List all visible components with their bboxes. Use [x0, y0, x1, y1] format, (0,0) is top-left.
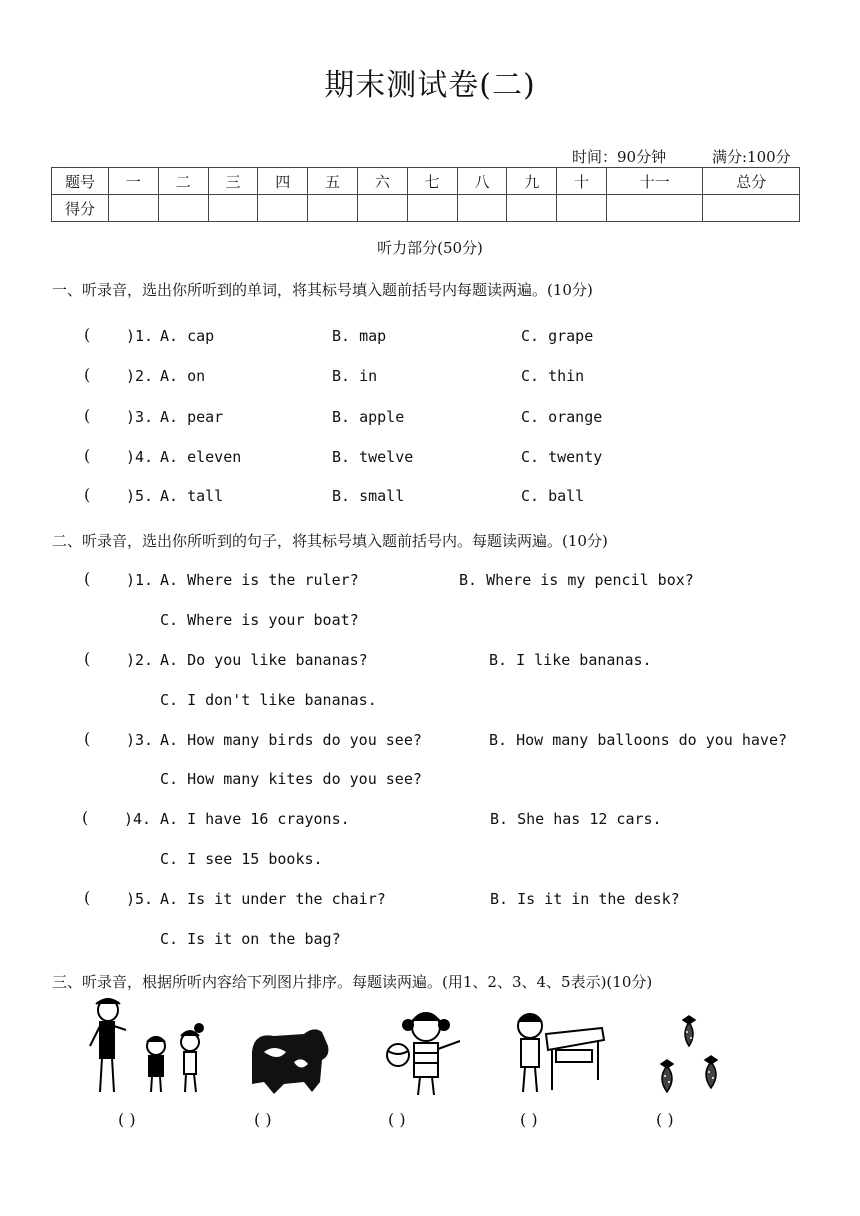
score-input-cell[interactable]: [407, 195, 457, 222]
score-table-score-row: [52, 195, 800, 222]
score-input-cell[interactable]: [703, 195, 800, 222]
score-table-cell: 七: [407, 168, 457, 195]
option-c: C. I don't like bananas.: [160, 691, 377, 709]
answer-paren[interactable]: (: [84, 446, 91, 465]
picture-order-blank[interactable]: ( ): [254, 1110, 272, 1129]
option-a: A. pear: [160, 408, 224, 426]
picture-order-blank[interactable]: ( ): [388, 1110, 406, 1129]
option-b: B. small: [332, 487, 405, 505]
score-table-cell: 五: [308, 168, 358, 195]
score-input-cell[interactable]: [258, 195, 308, 222]
score-table-cell: 九: [507, 168, 557, 195]
score-table-cell: 四: [258, 168, 308, 195]
option-c: C. grape: [521, 327, 594, 345]
question-number: )3.: [126, 408, 154, 426]
option-a: A. on: [160, 367, 206, 385]
score-table-cell: 十: [557, 168, 607, 195]
question-number: )5.: [126, 487, 154, 505]
score-input-cell[interactable]: [457, 195, 507, 222]
girl-with-ball-picture: [384, 1007, 466, 1099]
option-b: B. twelve: [332, 448, 414, 466]
question-number: )2.: [126, 651, 154, 669]
answer-paren[interactable]: (: [84, 729, 91, 748]
option-c: C. thin: [521, 367, 585, 385]
answer-paren[interactable]: (: [84, 485, 91, 504]
option-b: B. apple: [332, 408, 405, 426]
score-table-cell: 得分: [52, 195, 109, 222]
option-c: C. How many kites do you see?: [160, 770, 422, 788]
score-input-cell[interactable]: [109, 195, 159, 222]
picture-order-blank[interactable]: ( ): [656, 1110, 674, 1129]
score-table-cell: 题号: [52, 168, 109, 195]
listening-header: 听力部分(50分): [377, 239, 483, 257]
question-number: )1.: [126, 327, 154, 345]
score-table-cell: 三: [208, 168, 258, 195]
option-b: B. map: [332, 327, 387, 345]
picture-order-blank[interactable]: ( ): [520, 1110, 538, 1129]
answer-paren[interactable]: (: [84, 325, 91, 344]
option-b: B. Where is my pencil box?: [459, 571, 694, 589]
option-c: C. Is it on the bag?: [160, 930, 341, 948]
score-table-cell: 总分: [703, 168, 800, 195]
picture-order-blank[interactable]: ( ): [118, 1110, 136, 1129]
question-number: )3.: [126, 731, 154, 749]
answer-paren[interactable]: (: [84, 888, 91, 907]
score-table-cell: 十一: [606, 168, 702, 195]
strawberries-picture: [655, 1012, 727, 1094]
score-table-cell: 八: [457, 168, 507, 195]
option-b: B. She has 12 cars.: [490, 810, 662, 828]
exam-time: 时间：90分钟: [572, 148, 667, 166]
score-input-cell[interactable]: [507, 195, 557, 222]
score-table-cell: 二: [158, 168, 208, 195]
option-c: C. twenty: [521, 448, 603, 466]
score-input-cell[interactable]: [557, 195, 607, 222]
answer-paren[interactable]: (: [84, 569, 91, 588]
score-table-cell: 六: [357, 168, 407, 195]
score-table-header-row: [52, 168, 800, 195]
question-number: )2.: [126, 367, 154, 385]
option-c: C. orange: [521, 408, 603, 426]
option-a: A. tall: [160, 487, 224, 505]
question-number: )4.: [124, 810, 152, 828]
full-score: 满分:100分: [712, 148, 791, 166]
question-number: )4.: [126, 448, 154, 466]
section1-heading: 一、听录音，选出你所听到的单词，将其标号填入题前括号内每题读两遍。(10分): [52, 281, 593, 299]
section2-heading: 二、听录音，选出你所听到的句子，将其标号填入题前括号内。每题读两遍。(10分): [52, 532, 608, 550]
answer-paren[interactable]: (: [82, 808, 89, 827]
cow-picture: [244, 1022, 332, 1096]
section3-heading: 三、听录音，根据所听内容给下列图片排序。每题读两遍。(用1、2、3、4、5表示)(10分): [52, 973, 653, 991]
option-b: B. in: [332, 367, 378, 385]
score-input-cell[interactable]: [357, 195, 407, 222]
score-input-cell[interactable]: [308, 195, 358, 222]
option-c: C. I see 15 books.: [160, 850, 323, 868]
score-input-cell[interactable]: [208, 195, 258, 222]
question-number: )5.: [126, 890, 154, 908]
option-a: A. Is it under the chair?: [160, 890, 386, 908]
score-input-cell[interactable]: [606, 195, 702, 222]
score-table: [51, 167, 800, 222]
option-a: A. cap: [160, 327, 215, 345]
option-b: B. I like bananas.: [489, 651, 652, 669]
answer-paren[interactable]: (: [84, 649, 91, 668]
option-a: A. I have 16 crayons.: [160, 810, 350, 828]
option-b: B. How many balloons do you have?: [489, 731, 788, 749]
option-c: C. ball: [521, 487, 585, 505]
score-table-cell: 一: [109, 168, 159, 195]
answer-paren[interactable]: (: [84, 365, 91, 384]
man-and-kids-picture: [86, 996, 216, 1098]
option-a: A. eleven: [160, 448, 242, 466]
question-number: )1.: [126, 571, 154, 589]
boy-and-desk-picture: [512, 1010, 608, 1098]
page-title: 期末测试卷(二): [324, 68, 536, 103]
answer-paren[interactable]: (: [84, 406, 91, 425]
score-input-cell[interactable]: [158, 195, 208, 222]
option-a: A. Where is the ruler?: [160, 571, 359, 589]
option-a: A. Do you like bananas?: [160, 651, 368, 669]
option-a: A. How many birds do you see?: [160, 731, 422, 749]
option-c: C. Where is your boat?: [160, 611, 359, 629]
option-b: B. Is it in the desk?: [490, 890, 680, 908]
